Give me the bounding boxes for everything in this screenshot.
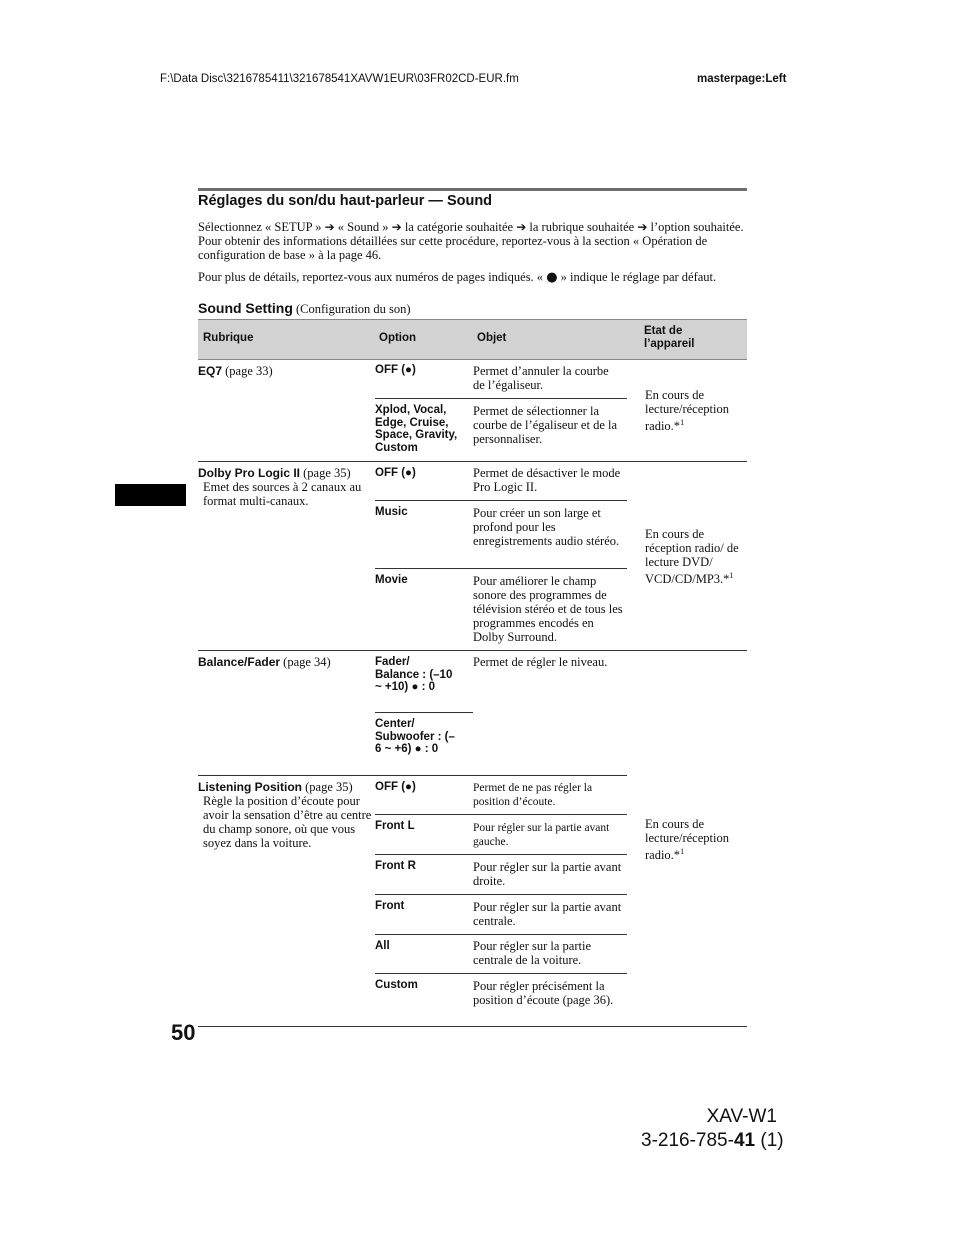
- table-bottom-rule: [198, 1026, 747, 1027]
- row-divider: [375, 934, 627, 935]
- right-arrow-icon: ➔: [637, 220, 648, 234]
- listening-option-off: OFF (●): [375, 781, 416, 793]
- intro-part4: la rubrique souhaitée: [529, 220, 635, 234]
- header-etat: Etat de l’appareil: [644, 325, 695, 350]
- sub-title-normal: (Configuration du son): [296, 302, 411, 316]
- masterpage-label: masterpage:Left: [697, 73, 787, 85]
- row-divider: [375, 568, 627, 569]
- intro-part1: Sélectionnez « SETUP »: [198, 220, 322, 234]
- header-rubrique: Rubrique: [203, 332, 254, 344]
- intro-paragraph: [198, 220, 758, 262]
- eq7-option-presets: Xplod, Vocal, Edge, Cruise, Space, Gravity, Custom: [375, 404, 458, 454]
- dolby-option-movie: Movie: [375, 574, 408, 586]
- eq7-etat: En cours de lecture/réception radio.*$^1$: [645, 388, 729, 434]
- dolby-etat: En cours de réception radio/ de lecture DVD/ VCD/CD/MP3.*$^1$: [645, 527, 739, 587]
- balance-page: (page 34): [283, 655, 331, 669]
- eq7-option-off: OFF (●): [375, 364, 416, 376]
- dolby-page: (page 35): [303, 466, 351, 480]
- details-after: » indique le réglage par défaut.: [560, 270, 717, 284]
- dolby-desc: Emet des sources à 2 canaux au format multi-canaux.: [203, 480, 362, 508]
- listening-option-front-l: Front L: [375, 820, 415, 832]
- row-eq7-rubrique: [198, 364, 368, 378]
- row-divider: [198, 650, 747, 651]
- file-path: F:\Data Disc\3216785411\321678541XAVW1EUR\03FR02CD-EUR.fm: [160, 73, 519, 85]
- row-divider: [375, 973, 627, 974]
- dolby-objet-off: Permet de désactiver le mode Pro Logic II.: [473, 466, 621, 494]
- listening-objet-all: Pour régler sur la partie centrale de la voiture.: [473, 939, 592, 967]
- listening-desc: Règle la position d’écoute pour avoir la sensation d’être au centre du champ sonore, où que vous soyez dans la voiture.: [203, 794, 372, 850]
- right-arrow-icon: ➔: [391, 220, 402, 234]
- right-arrow-icon: ➔: [324, 220, 335, 234]
- balance-option-center: Center/ Subwoofer : (–6 ~ +6) ● : 0: [375, 718, 455, 755]
- intro-part3: la catégorie souhaitée: [404, 220, 514, 234]
- section-tab-marker: [115, 484, 186, 506]
- default-dot-icon: ●: [546, 270, 558, 285]
- listening-objet-front: Pour régler sur la partie avant centrale.: [473, 900, 622, 928]
- header-option: Option: [379, 332, 417, 344]
- dolby-objet-music: Pour créer un son large et profond pour les enregistrements audio stéréo.: [473, 506, 620, 548]
- intro-part2: « Sound »: [337, 220, 389, 234]
- right-arrow-icon: ➔: [516, 220, 527, 234]
- row-divider: [375, 398, 627, 399]
- row-divider: [198, 461, 747, 462]
- row-divider: [198, 775, 627, 776]
- row-divider: [375, 814, 627, 815]
- listening-objet-front-r: Pour régler sur la partie avant droite.: [473, 860, 622, 888]
- row-dolby-rubrique: [198, 466, 373, 508]
- balance-option-fader: Fader/ Balance : (–10 ~ +10) ● : 0: [375, 656, 453, 693]
- listening-etat: En cours de lecture/réception radio.*$^1$: [645, 817, 729, 863]
- row-divider: [375, 712, 473, 713]
- product-code: [641, 1130, 784, 1152]
- sub-title-bold: Sound Setting: [198, 300, 293, 316]
- details-before: Pour plus de détails, reportez-vous aux numéros de pages indiqués. «: [198, 270, 544, 284]
- table-header: [198, 319, 747, 360]
- intro-part5: l’option souhaitée. Pour obtenir des informations détaillées sur cette procédure, reportez-vous à la section « Opération de configuration de base » à la page 46.: [198, 220, 744, 262]
- eq7-objet-presets: Permet de sélectionner la courbe de l’égaliseur et de la personnaliser.: [473, 404, 618, 446]
- code-prefix: 3-216-785-: [641, 1130, 734, 1151]
- eq7-name: EQ7: [198, 364, 223, 378]
- listening-name: Listening Position: [198, 780, 302, 794]
- row-divider: [375, 500, 627, 501]
- page-number: 50: [171, 1020, 196, 1045]
- listening-objet-front-l: Pour régler sur la partie avant gauche.: [473, 822, 610, 848]
- dolby-option-off: OFF (●): [375, 467, 416, 479]
- row-listening-rubrique: [198, 780, 373, 850]
- section-title: Réglages du son/du haut-parleur — Sound: [198, 193, 493, 209]
- row-divider: [375, 854, 627, 855]
- section-rule: [198, 188, 747, 191]
- listening-objet-off: Permet de ne pas régler la position d’écoute.: [473, 782, 593, 808]
- balance-name: Balance/Fader: [198, 655, 281, 669]
- listening-option-all: All: [375, 940, 390, 952]
- balance-objet: Permet de régler le niveau.: [473, 655, 608, 669]
- code-bold: 41: [733, 1130, 756, 1151]
- dolby-name: Dolby Pro Logic II: [198, 466, 301, 480]
- eq7-page: (page 33): [225, 364, 273, 378]
- sub-title: [198, 300, 411, 317]
- listening-option-front: Front: [375, 900, 405, 912]
- dolby-objet-movie: Pour améliorer le champ sonore des programmes de télévision stéréo et de tous les programmes encodés en Dolby Surround.: [473, 574, 623, 644]
- listening-option-front-r: Front R: [375, 860, 416, 872]
- listening-option-custom: Custom: [375, 979, 418, 991]
- listening-page: (page 35): [305, 780, 353, 794]
- details-paragraph: [198, 270, 758, 285]
- header-objet: Objet: [477, 332, 507, 344]
- eq7-objet-off: Permet d’annuler la courbe de l’égaliseur.: [473, 364, 609, 392]
- code-suffix: (1): [755, 1130, 784, 1151]
- row-divider: [375, 894, 627, 895]
- dolby-option-music: Music: [375, 506, 408, 518]
- listening-objet-custom: Pour régler précisément la position d’écoute (page 36).: [473, 979, 614, 1007]
- model-name: XAV-W1: [706, 1106, 777, 1127]
- row-balance-rubrique: [198, 655, 373, 669]
